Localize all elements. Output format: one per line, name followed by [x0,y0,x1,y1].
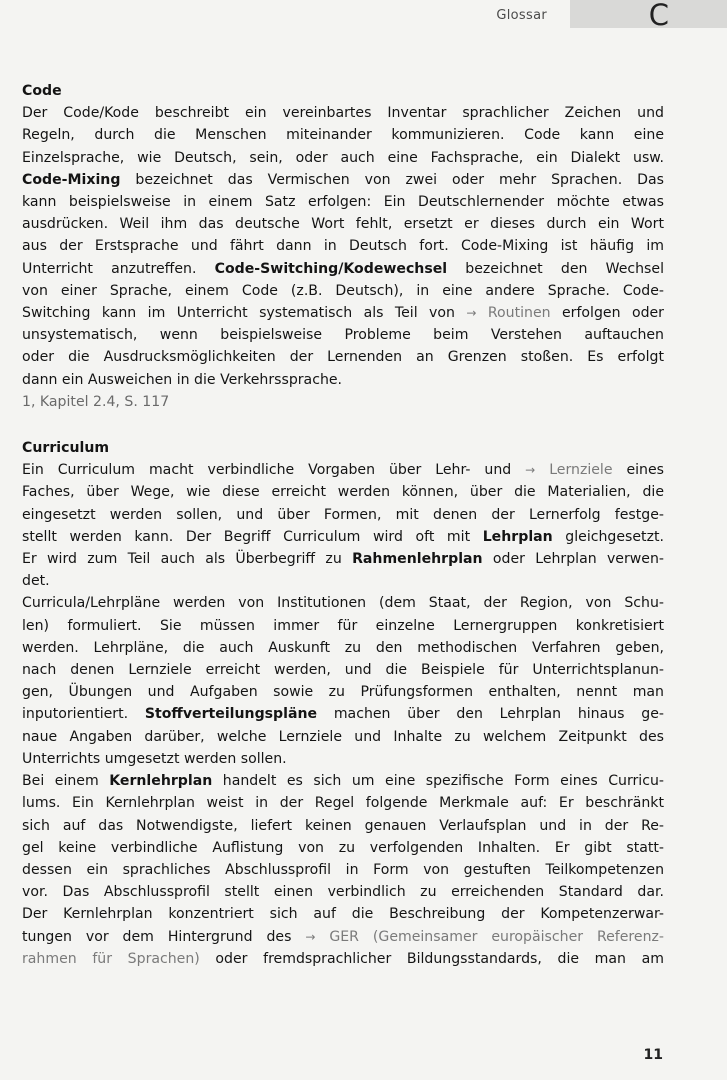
text-line: werden. Lehrpläne, die auch Auskunft zu den methodischen Verfahren geben, [22,639,664,656]
text-line: stellt werden kann. Der Begriff Curriculum wird oft mit Lehrplan gleichgesetzt. [22,528,664,545]
text-line: Curricula/Lehrpläne werden von Institutionen (dem Staat, der Region, von Schu- [22,595,664,612]
bold-term: Lehrplan [482,528,553,545]
text-line: Der Code/Kode beschreibt ein vereinbartes Inventar sprachlicher Zeichen und [22,105,664,122]
text-line: ausdrücken. Weil ihm das deutsche Wort fehlt, ersetzt er dieses durch ein Wort [22,216,664,233]
letter-tab [570,0,727,32]
text-line: Regeln, durch die Menschen miteinander kommunizieren. Code kann eine [22,127,664,144]
text-line: Unterricht anzutreffen. Code-Switching/Kodewechsel bezeichnet den Wechsel [22,260,664,277]
cross-reference-arrow-icon: → [525,463,536,478]
text-line: eingesetzt werden sollen, und über Formen, mit denen der Lernerfolg festge- [22,506,664,523]
text-line: tungen vor dem Hintergrund des → GER (Gemeinsamer europäischer Referenz- [22,928,664,945]
cross-reference-arrow-icon: → [466,306,477,321]
cross-reference-link[interactable]: Lernziele [535,462,613,479]
text-line: dessen ein sprachliches Abschlussprofil in Form von gestuften Teilkompetenzen [22,861,664,878]
entry-term: Curriculum [22,440,110,457]
cross-reference-arrow-icon: → [305,929,316,944]
cross-reference-link[interactable]: rahmen für Sprachen) [22,950,200,967]
text-line: lums. Ein Kernlehrplan weist in der Regel folgende Merkmale auf: Er beschränkt [22,795,664,812]
text-line: nach denen Lernziele erreicht werden, und die Beispiele für Unterrichtsplanun- [22,662,664,679]
text-line: oder die Ausdrucksmöglichkeiten der Lernenden an Grenzen stoßen. Es erfolgt [22,349,664,366]
text-line: inputorientiert. Stoffverteilungspläne machen über den Lehrplan hinaus ge- [22,706,664,723]
source-reference: 1, Kapitel 2.4, S. 117 [22,393,170,410]
text-line: det. [22,573,50,590]
text-line: Der Kernlehrplan konzentriert sich auf die Beschreibung der Kompetenzerwar- [22,906,664,923]
text-line: unsystematisch, wenn beispielsweise Probleme beim Verstehen auftauchen [22,327,664,344]
text-line: Unterrichts umgesetzt werden sollen. [22,750,287,767]
text-line: naue Angaben darüber, welche Lernziele und Inhalte zu welchem Zeitpunkt des [22,728,664,745]
text-line: gen, Übungen und Aufgaben sowie zu Prüfungsformen enthalten, nennt man [22,684,664,701]
bold-term: Kernlehrplan [109,773,213,790]
text-line: aus der Erstsprache und fährt dann in Deutsch fort. Code-Mixing ist häufig im [22,238,664,255]
text-line: Faches, über Wege, wie diese erreicht werden können, über die Materialien, die [22,484,664,501]
text-line: vor. Das Abschlussprofil stellt einen verbindlich zu erreichenden Standard dar. [22,884,664,901]
text-line: Bei einem Kernlehrplan handelt es sich um eine spezifische Form eines Curricu- [22,773,664,790]
text-line: Einzelsprache, wie Deutsch, sein, oder auch eine Fachsprache, ein Dialekt usw. [22,149,664,166]
text-line: kann beispielsweise in einem Satz erfolgen: Ein Deutschlernender möchte etwas [22,194,664,211]
entry-body [22,459,664,970]
bold-term: Rahmenlehrplan [352,551,483,568]
text-line: Ein Curriculum macht verbindliche Vorgaben über Lehr- und → Lernziele eines [22,462,665,479]
page-header [0,0,727,30]
text-line: len) formuliert. Sie müssen immer für einzelne Lernergruppen konkretisiert [22,617,664,634]
glossary-content [22,80,664,970]
glossary-entry-curriculum [22,437,664,970]
text-line: Switching kann im Unterricht systematisch als Teil von → Routinen erfolgen oder [22,305,664,322]
page-number: 11 [643,1047,663,1063]
text-line: dann ein Ausweichen in die Verkehrssprache. [22,371,343,388]
entry-body [22,102,664,391]
text-line: gel keine verbindliche Auflistung von zu verfolgenden Inhalten. Er gibt statt- [22,839,664,856]
bold-term: Stoffverteilungspläne [144,706,318,723]
cross-reference-link[interactable]: Routinen [476,305,551,322]
text-line: Er wird zum Teil auch als Überbegriff zu Rahmenlehrplan oder Lehrplan verwen- [22,551,664,568]
entry-term: Code [22,83,62,99]
text-line: von einer Sprache, einem Code (z.B. Deutsch), in eine andere Sprache. Code- [22,282,664,299]
bold-term: Code-Mixing [22,171,121,188]
bold-term: Code-Switching/Kodewechsel [214,260,448,277]
text-line: rahmen für Sprachen) oder fremdsprachlicher Bildungsstandards, die man am [22,950,664,967]
text-line: Code-Mixing bezeichnet das Vermischen von zwei oder mehr Sprachen. Das [22,171,664,188]
cross-reference-link[interactable]: GER (Gemeinsamer europäischer Referenz- [315,928,664,945]
glossary-entry-code [22,80,664,413]
text-line: sich auf das Notwendigste, liefert keinen genauen Verlaufsplan und in der Re- [22,817,664,834]
section-letter: C [648,0,669,32]
section-label: Glossar [496,8,547,23]
